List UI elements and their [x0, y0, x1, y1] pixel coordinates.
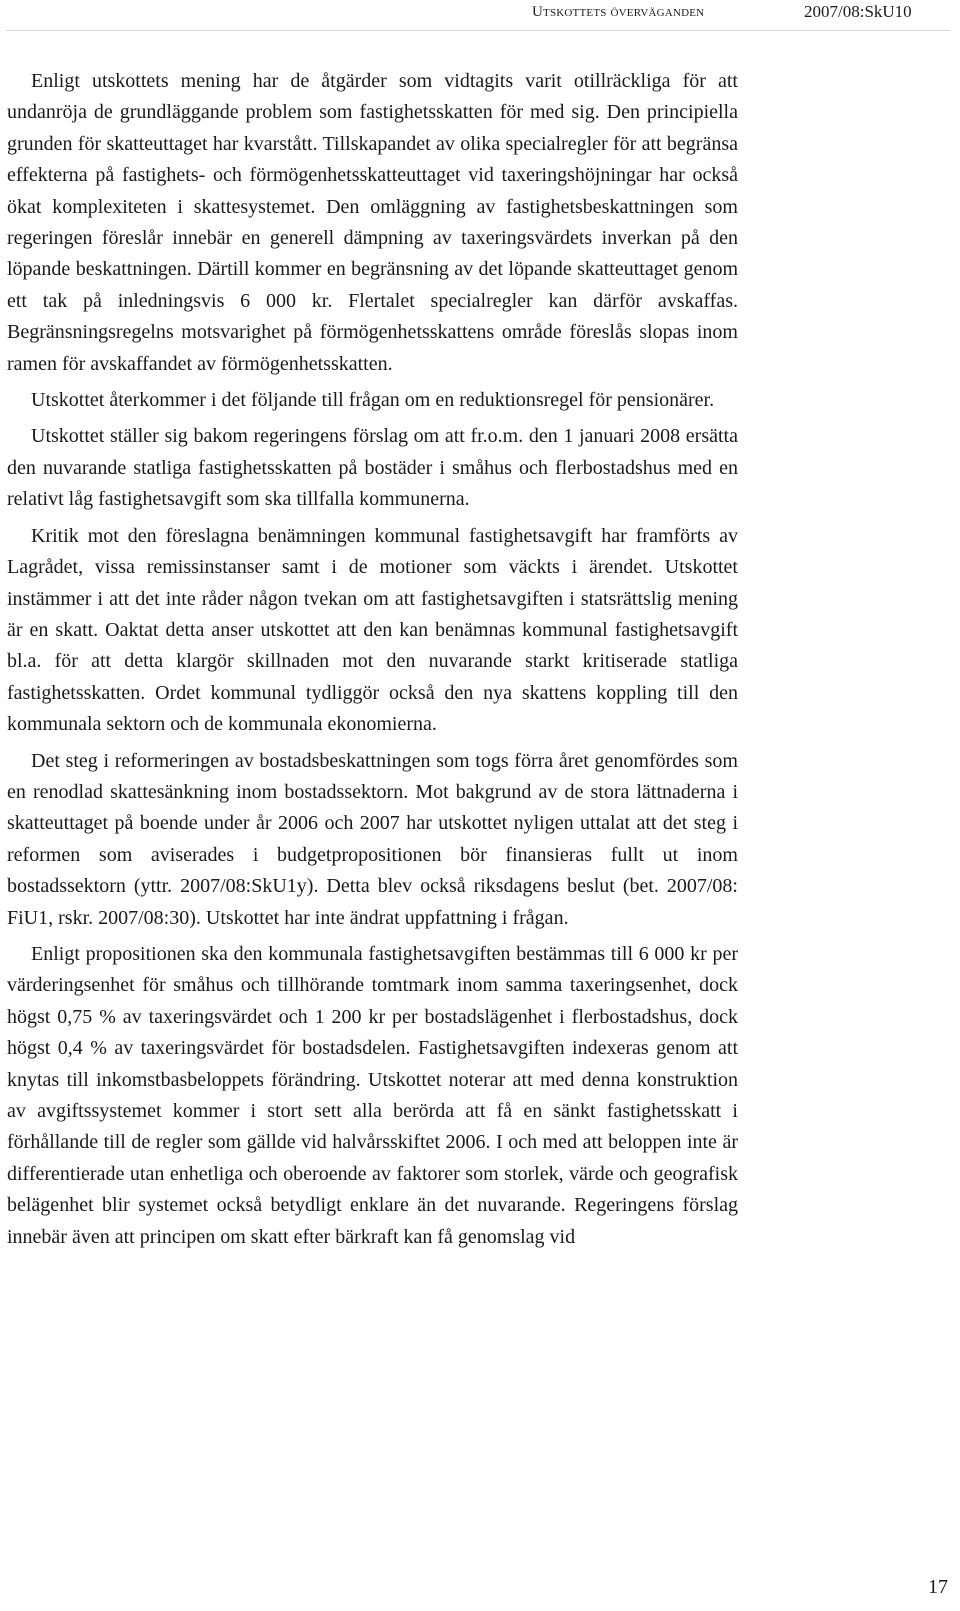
body-text — [7, 66, 738, 1258]
header-divider — [6, 30, 950, 31]
document-reference: 2007/08:SkU10 — [804, 2, 912, 21]
paragraph: Utskottet återkommer i det följande till frågan om en reduktionsregel för pensionärer. — [31, 389, 715, 412]
paragraph: Utskottet ställer sig bakom regeringens förslag om att fr.o.m. den 1 januari 2008 ersätta den nuvarande statliga fastighetsskatten på bostäder i småhus och flerbostadshus med en relativt låg fastighetsavgift som ska tillfalla kommunerna. — [7, 425, 738, 511]
paragraph: Kritik mot den föreslagna benämningen kommunal fastighetsavgift har framförts av Lagrådet, vissa remissinstanser samt i de motioner som väckts i ärendet. Utskottet instämmer i att det inte råder någon tvekan om att fastighetsavgiften i statsrättslig mening är en skatt. Oaktat detta anser utskottet att den kan benämnas kommunal fastighetsavgift bl.a. för att detta klargör skillnaden mot den nuvarande starkt kritiserade statliga fastighetsskatten. Ordet kommunal tydliggör också den nya skattens koppling till den kommunala sektorn och de kommunala ekonomierna. — [7, 524, 738, 736]
paragraph: Enligt utskottets mening har de åtgärder som vidtagits varit otillräckliga för att undanröja de grundläggande problem som fastighetsskatten för med sig. Den principiella grunden för skatteuttaget har kvarstått. Tillskapandet av olika specialregler för att begränsa effekterna på fastighets- och förmögenhetsskatteuttaget vid taxeringshöjningar har också ökat komplexiteten i skattesystemet. Den omläggning av fastighetsbeskattningen som regeringen föreslår innebär en generell dämpning av taxeringsvärdets inverkan på den löpande beskattningen. Därtill kommer en begränsning av det löpande skatteuttaget genom ett tak på inledningsvis 6 000 kr. Flertalet specialregler kan därför avskaffas. Begränsningsregelns motsvarighet på förmögenhetsskattens område föreslås slopas inom ramen för avskaffandet av förmögenhetsskatten. — [7, 70, 738, 375]
paragraph: Det steg i reformeringen av bostadsbeskattningen som togs förra året genomfördes som en renodlad skattesänkning inom bostadssektorn. Mot bakgrund av de stora lättnaderna i skatteuttaget på boende under år 2006 och 2007 har utskottet nyligen uttalat att det steg i reformen som aviserades i budgetpropositionen bör finansieras fullt ut inom bostadssektorn (yttr. 2007/08:SkU1y). Detta blev också riksdagens beslut (bet. 2007/08: FiU1, rskr. 2007/08:30). Utskottet har inte ändrat uppfattning i frågan. — [7, 749, 738, 929]
page-number: 17 — [928, 1576, 948, 1598]
paragraph: Enligt propositionen ska den kommunala fastighetsavgiften bestämmas till 6 000 kr per värderingsenhet för småhus och tillhörande tomtmark inom samma taxeringsenhet, dock högst 0,75 % av taxeringsvärdet och 1 200 kr per bostadslägenhet i flerbostadshus, dock högst 0,4 % av taxeringsvärdet för bostadsdelen. Fastighetsavgiften indexeras genom att knytas till inkomstbasbeloppets förändring. Utskottet noterar att med denna konstruktion av avgiftssystemet kommer i stort sett alla berörda att få en sänkt fastighetsskatt i förhållande till de regler som gällde vid halvårsskiftet 2006. I och med att beloppen inte är differentierade utan enhetliga och oberoende av faktorer som storlek, värde och geografisk belägenhet blir systemet också betydligt enklare än det nuvarande. Regeringens förslag innebär även att principen om skatt efter bärkraft kan få genomslag vid — [7, 942, 738, 1248]
page-header — [0, 0, 960, 30]
running-section-title: Utskottets överväganden — [532, 4, 705, 20]
